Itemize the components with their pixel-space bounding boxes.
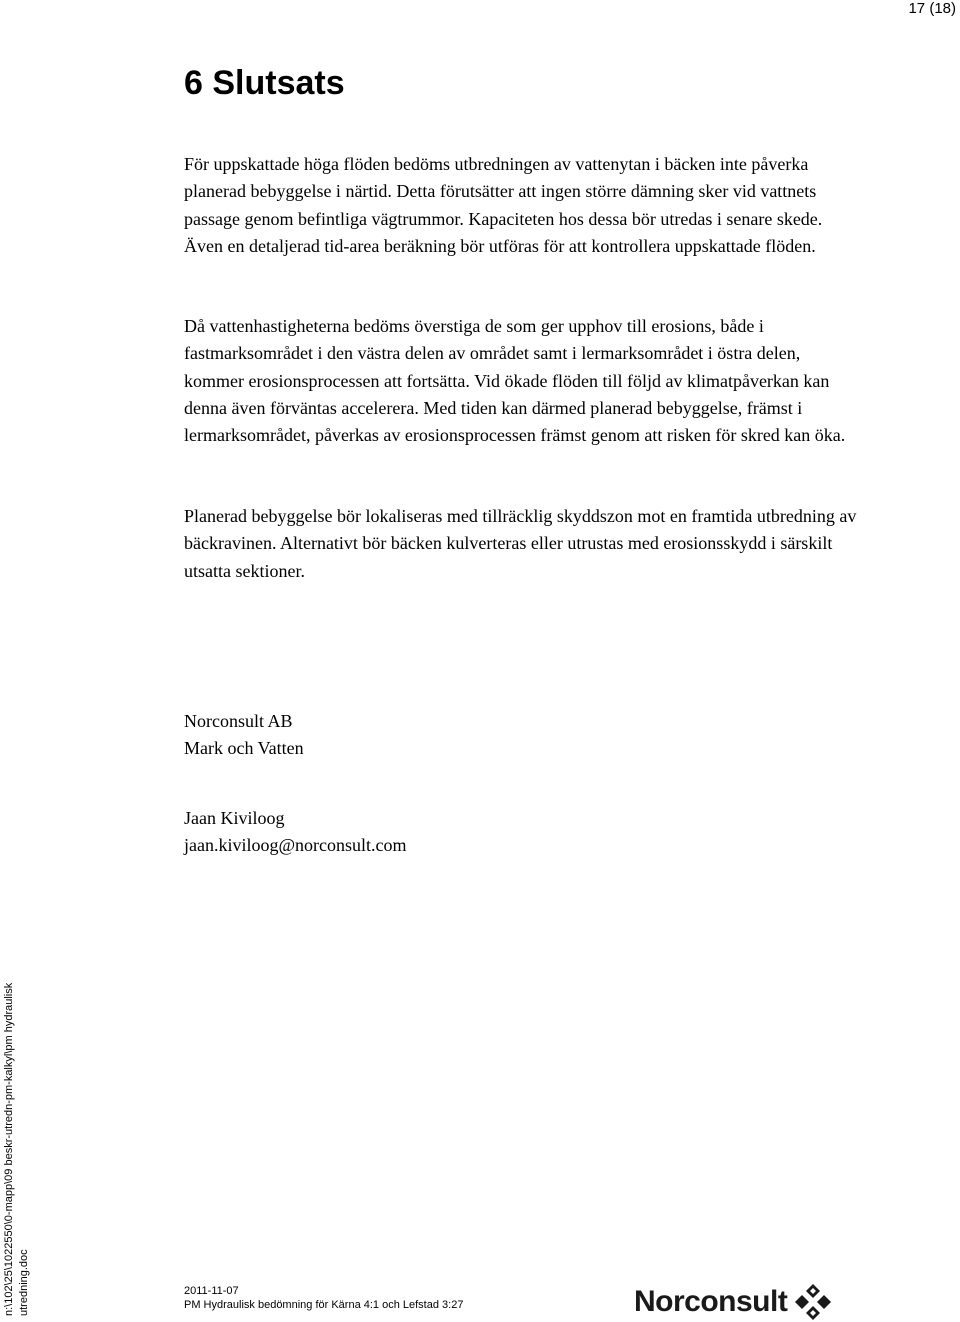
signature-company-block — [184, 708, 304, 762]
paragraph-1: För uppskattade höga flöden bedöms utbredningen av vattenytan i bäcken inte påverka planerad bebyggelse i närtid. Detta förutsätter att ingen större dämning sker vid vattnets passage genom befintliga vägtrummor. Kapaciteten hos dessa bör utredas i senare skede. Även en detaljerad tid-area beräkning bör utföras för att kontrollera uppskattade flöden. — [184, 154, 823, 256]
footer-date: 2011-11-07 — [184, 1285, 239, 1297]
signature-contact-block — [184, 805, 407, 859]
company-name: Norconsult AB — [184, 711, 293, 731]
norconsult-logo — [634, 1282, 833, 1322]
norconsult-diamond-icon — [793, 1284, 833, 1320]
footer — [184, 1284, 463, 1312]
logo-text: Norconsult — [634, 1285, 788, 1318]
paragraph-2: Då vattenhastigheterna bedöms överstiga de som ger upphov till erosions, både i fastmarksområdet i den västra delen av området samt i lermarksområdet i östra delen, kommer erosionsprocessen att fortsätta. Vid ökade flöden till följd av klimatpåverkan kan denna även förväntas accelerera. Med tiden kan därmed planerad bebyggelse, främst i lermarksområdet, påverkas av erosionsprocessen främst genom att risken för skred kan öka. — [184, 316, 846, 446]
file-path-line-2: utredning.doc — [18, 1249, 30, 1316]
section-heading: 6 Slutsats — [184, 64, 345, 102]
file-path-sidebar — [2, 982, 32, 1316]
page-number: 17 (18) — [908, 0, 956, 17]
footer-doc-title: PM Hydraulisk bedömning för Kärna 4:1 och Lefstad 3:27 — [184, 1299, 464, 1311]
file-path-line-1: n:\102\25\1022550\0-mapp\09 beskr-utredn-pm-kalkyl\pm hydraulisk — [3, 982, 15, 1316]
department-name: Mark och Vatten — [184, 738, 304, 758]
paragraph-3: Planerad bebyggelse bör lokaliseras med tillräcklig skyddszon mot en framtida utbredning av bäckravinen. Alternativt bör bäcken kulverteras eller utrustas med erosionsskydd i särskilt utsatta sektioner. — [184, 506, 857, 581]
author-name: Jaan Kiviloog — [184, 808, 285, 828]
author-email: jaan.kiviloog@norconsult.com — [184, 835, 407, 855]
